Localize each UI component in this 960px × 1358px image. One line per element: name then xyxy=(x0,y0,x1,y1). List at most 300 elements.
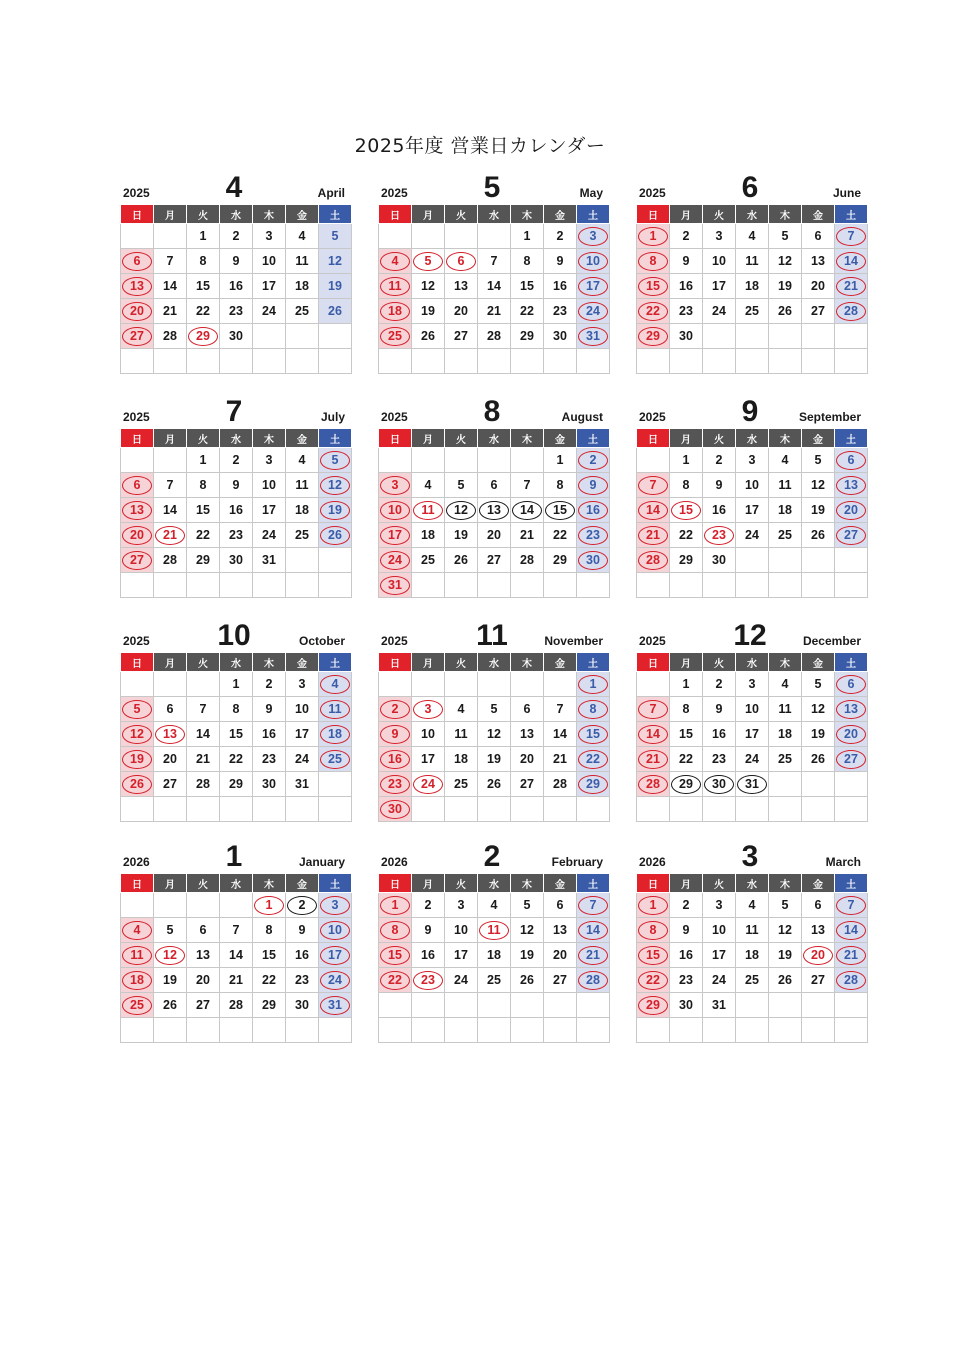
day-cell xyxy=(670,893,703,918)
holiday-date: 16 xyxy=(578,501,608,520)
day-cell xyxy=(637,299,670,324)
day-cell xyxy=(154,672,187,697)
weekday-header: 水 xyxy=(736,429,769,448)
day-cell xyxy=(253,324,286,349)
day-cell xyxy=(835,672,868,697)
day-cell xyxy=(637,548,670,573)
day-cell xyxy=(187,747,220,772)
day-cell xyxy=(703,993,736,1018)
day-cell xyxy=(412,473,445,498)
holiday-date: 27 xyxy=(122,327,152,346)
day-cell xyxy=(802,943,835,968)
day-cell xyxy=(478,548,511,573)
weekday-header: 木 xyxy=(511,874,544,893)
business-date: 8 xyxy=(265,922,273,937)
business-date: 16 xyxy=(553,278,567,293)
week-row xyxy=(121,573,352,598)
business-date: 27 xyxy=(520,776,534,791)
day-cell xyxy=(511,224,544,249)
weekday-header: 水 xyxy=(478,429,511,448)
day-cell xyxy=(319,573,352,598)
week-row xyxy=(121,473,352,498)
day-cell xyxy=(379,722,412,747)
business-date: 18 xyxy=(745,278,759,293)
business-date: 11 xyxy=(295,253,309,268)
day-cell xyxy=(769,747,802,772)
business-date: 25 xyxy=(778,527,792,542)
day-cell xyxy=(478,722,511,747)
day-cell xyxy=(736,968,769,993)
day-cell xyxy=(412,224,445,249)
business-date: 17 xyxy=(745,726,759,741)
day-cell xyxy=(478,349,511,374)
week-row xyxy=(637,968,868,993)
day-cell xyxy=(253,797,286,822)
day-cell xyxy=(220,473,253,498)
day-cell xyxy=(187,722,220,747)
day-cell xyxy=(736,672,769,697)
weekday-header: 水 xyxy=(220,429,253,448)
day-cell xyxy=(412,324,445,349)
business-date: 9 xyxy=(682,922,690,937)
week-row xyxy=(637,573,868,598)
business-date: 24 xyxy=(745,751,759,766)
business-date: 26 xyxy=(163,997,177,1012)
day-cell xyxy=(703,498,736,523)
business-date: 13 xyxy=(454,278,468,293)
business-date: 8 xyxy=(682,701,690,716)
business-date: 25 xyxy=(454,776,468,791)
day-cell xyxy=(511,274,544,299)
business-date: 18 xyxy=(295,502,309,517)
business-date: 14 xyxy=(553,726,567,741)
business-date: 25 xyxy=(295,527,309,542)
day-cell xyxy=(121,249,154,274)
day-cell xyxy=(187,349,220,374)
day-cell xyxy=(736,943,769,968)
day-cell xyxy=(544,349,577,374)
holiday-date: 7 xyxy=(578,896,608,915)
day-cell xyxy=(703,349,736,374)
weekday-header: 月 xyxy=(154,653,187,672)
day-cell xyxy=(769,772,802,797)
day-cell xyxy=(253,249,286,274)
week-row xyxy=(379,249,610,274)
month-name: September xyxy=(798,410,861,424)
day-cell xyxy=(121,299,154,324)
day-cell xyxy=(769,893,802,918)
day-cell xyxy=(802,349,835,374)
day-cell xyxy=(769,249,802,274)
day-cell xyxy=(511,968,544,993)
day-cell xyxy=(253,299,286,324)
day-cell xyxy=(379,548,412,573)
day-cell xyxy=(670,349,703,374)
business-date: 7 xyxy=(199,701,207,716)
day-cell xyxy=(412,523,445,548)
day-cell xyxy=(286,249,319,274)
day-cell xyxy=(544,747,577,772)
holiday-date: 3 xyxy=(578,227,608,246)
day-cell xyxy=(445,274,478,299)
day-cell xyxy=(319,943,352,968)
weekday-header: 土 xyxy=(319,205,352,224)
business-date: 10 xyxy=(745,701,759,716)
business-date: 11 xyxy=(778,701,792,716)
business-date: 4 xyxy=(748,228,756,243)
holiday-date: 8 xyxy=(638,921,668,940)
weekday-header: 火 xyxy=(703,429,736,448)
weekday-header: 木 xyxy=(511,653,544,672)
business-date: 30 xyxy=(679,328,693,343)
business-date: 9 xyxy=(232,253,240,268)
business-date: 28 xyxy=(196,776,210,791)
day-cell xyxy=(835,968,868,993)
business-date: 23 xyxy=(229,527,243,542)
day-cell xyxy=(445,224,478,249)
month-header xyxy=(636,840,864,873)
day-cell xyxy=(637,672,670,697)
day-cell xyxy=(577,224,610,249)
business-date: 14 xyxy=(163,278,177,293)
holiday-date: 6 xyxy=(446,252,476,271)
week-row xyxy=(637,274,868,299)
holiday-date: 6 xyxy=(836,675,866,694)
business-date: 17 xyxy=(712,278,726,293)
holiday-date: 6 xyxy=(122,252,152,271)
business-date: 30 xyxy=(712,552,726,567)
day-cell xyxy=(577,349,610,374)
day-cell xyxy=(253,722,286,747)
month-november xyxy=(378,619,606,822)
day-cell xyxy=(637,473,670,498)
business-date: 28 xyxy=(163,328,177,343)
day-cell xyxy=(802,918,835,943)
day-cell xyxy=(154,1018,187,1043)
business-date: 22 xyxy=(229,751,243,766)
week-row xyxy=(637,918,868,943)
day-cell xyxy=(637,722,670,747)
day-cell xyxy=(511,672,544,697)
holiday-date: 26 xyxy=(320,526,350,545)
day-cell xyxy=(187,448,220,473)
day-cell xyxy=(121,672,154,697)
month-september xyxy=(636,395,864,598)
day-cell xyxy=(835,548,868,573)
day-cell xyxy=(319,274,352,299)
day-cell xyxy=(154,943,187,968)
day-cell xyxy=(220,943,253,968)
day-cell xyxy=(445,523,478,548)
business-date: 17 xyxy=(295,726,309,741)
business-date: 24 xyxy=(454,972,468,987)
month-october xyxy=(120,619,348,822)
weekday-header: 土 xyxy=(577,205,610,224)
day-cell xyxy=(835,324,868,349)
day-cell xyxy=(577,1018,610,1043)
month-header xyxy=(378,619,606,652)
day-cell xyxy=(220,448,253,473)
day-cell xyxy=(187,274,220,299)
holiday-date: 5 xyxy=(320,451,350,470)
holiday-date: 31 xyxy=(380,576,410,595)
business-date: 19 xyxy=(163,972,177,987)
week-row xyxy=(379,224,610,249)
day-cell xyxy=(802,324,835,349)
business-date: 23 xyxy=(712,751,726,766)
business-date: 5 xyxy=(781,897,789,912)
month-table xyxy=(378,204,610,374)
day-cell xyxy=(769,548,802,573)
holiday-date: 27 xyxy=(836,526,866,545)
day-cell xyxy=(379,274,412,299)
business-date: 30 xyxy=(229,552,243,567)
day-cell xyxy=(637,772,670,797)
holiday-date: 6 xyxy=(836,451,866,470)
day-cell xyxy=(577,722,610,747)
day-cell xyxy=(412,1018,445,1043)
day-cell xyxy=(736,299,769,324)
day-cell xyxy=(412,498,445,523)
week-row xyxy=(121,448,352,473)
day-cell xyxy=(835,893,868,918)
day-cell xyxy=(154,473,187,498)
business-date: 2 xyxy=(556,228,564,243)
business-date: 1 xyxy=(682,452,690,467)
day-cell xyxy=(319,893,352,918)
month-number: 6 xyxy=(741,171,759,204)
holiday-date: 17 xyxy=(578,277,608,296)
day-cell xyxy=(802,772,835,797)
day-cell xyxy=(736,224,769,249)
business-date: 7 xyxy=(490,253,498,268)
holiday-date: 12 xyxy=(446,501,476,520)
day-cell xyxy=(769,523,802,548)
holiday-date: 21 xyxy=(836,277,866,296)
day-cell xyxy=(637,448,670,473)
week-row xyxy=(637,772,868,797)
business-date: 3 xyxy=(457,897,465,912)
day-cell xyxy=(769,1018,802,1043)
day-cell xyxy=(445,498,478,523)
day-cell xyxy=(736,918,769,943)
business-date: 6 xyxy=(166,701,174,716)
day-cell xyxy=(445,943,478,968)
business-date: 30 xyxy=(229,328,243,343)
business-date: 8 xyxy=(199,477,207,492)
month-number: 8 xyxy=(483,395,501,428)
week-row xyxy=(379,324,610,349)
day-cell xyxy=(736,498,769,523)
business-date: 24 xyxy=(712,972,726,987)
day-cell xyxy=(412,918,445,943)
business-date: 9 xyxy=(715,477,723,492)
day-cell xyxy=(286,797,319,822)
day-cell xyxy=(577,672,610,697)
business-date: 14 xyxy=(196,726,210,741)
day-cell xyxy=(187,697,220,722)
day-cell xyxy=(187,249,220,274)
day-cell xyxy=(286,968,319,993)
day-cell xyxy=(121,523,154,548)
business-date: 15 xyxy=(229,726,243,741)
day-cell xyxy=(319,299,352,324)
holiday-date: 21 xyxy=(155,526,185,545)
day-cell xyxy=(379,448,412,473)
business-date: 29 xyxy=(553,552,567,567)
weekday-header: 土 xyxy=(835,205,868,224)
business-date: 1 xyxy=(556,452,564,467)
day-cell xyxy=(379,797,412,822)
business-date: 29 xyxy=(262,997,276,1012)
day-cell xyxy=(121,349,154,374)
business-date: 3 xyxy=(748,452,756,467)
week-row xyxy=(379,672,610,697)
business-date: 9 xyxy=(682,253,690,268)
day-cell xyxy=(703,1018,736,1043)
holiday-date: 2 xyxy=(380,700,410,719)
day-cell xyxy=(253,1018,286,1043)
holiday-date: 20 xyxy=(803,946,833,965)
day-cell xyxy=(379,573,412,598)
day-cell xyxy=(445,968,478,993)
business-date: 19 xyxy=(778,947,792,962)
weekday-header: 水 xyxy=(736,653,769,672)
holiday-date: 8 xyxy=(380,921,410,940)
day-cell xyxy=(577,324,610,349)
month-table xyxy=(378,652,610,822)
day-cell xyxy=(511,548,544,573)
business-date: 21 xyxy=(196,751,210,766)
business-date: 17 xyxy=(262,502,276,517)
day-cell xyxy=(703,943,736,968)
business-date: 20 xyxy=(196,972,210,987)
holiday-date: 15 xyxy=(545,501,575,520)
day-cell xyxy=(511,993,544,1018)
business-date: 5 xyxy=(457,477,465,492)
day-cell xyxy=(802,722,835,747)
business-date: 12 xyxy=(778,253,792,268)
day-cell xyxy=(445,548,478,573)
day-cell xyxy=(769,448,802,473)
holiday-date: 22 xyxy=(578,750,608,769)
day-cell xyxy=(670,772,703,797)
week-row xyxy=(637,943,868,968)
week-row xyxy=(637,349,868,374)
day-cell xyxy=(412,672,445,697)
day-cell xyxy=(187,797,220,822)
week-row xyxy=(121,299,352,324)
day-cell xyxy=(286,349,319,374)
business-date: 17 xyxy=(454,947,468,962)
business-date: 7 xyxy=(166,477,174,492)
holiday-date: 14 xyxy=(512,501,542,520)
weekday-header: 月 xyxy=(154,429,187,448)
month-number: 10 xyxy=(217,619,251,652)
month-june xyxy=(636,171,864,374)
day-cell xyxy=(220,968,253,993)
day-cell xyxy=(703,772,736,797)
weekday-header: 土 xyxy=(577,874,610,893)
weekday-header: 木 xyxy=(511,205,544,224)
day-cell xyxy=(478,697,511,722)
holiday-date: 13 xyxy=(122,501,152,520)
weekday-header: 金 xyxy=(286,653,319,672)
business-date: 23 xyxy=(553,303,567,318)
day-cell xyxy=(154,249,187,274)
holiday-date: 23 xyxy=(413,971,443,990)
business-date: 18 xyxy=(295,278,309,293)
business-date: 26 xyxy=(454,552,468,567)
day-cell xyxy=(220,573,253,598)
day-cell xyxy=(511,573,544,598)
day-cell xyxy=(379,249,412,274)
day-cell xyxy=(670,473,703,498)
day-cell xyxy=(769,274,802,299)
business-date: 14 xyxy=(487,278,501,293)
day-cell xyxy=(544,918,577,943)
holiday-date: 11 xyxy=(479,921,509,940)
business-date: 6 xyxy=(523,701,531,716)
weekday-header: 月 xyxy=(154,205,187,224)
day-cell xyxy=(412,772,445,797)
holiday-date: 13 xyxy=(836,476,866,495)
day-cell xyxy=(445,1018,478,1043)
day-cell xyxy=(220,349,253,374)
day-cell xyxy=(577,797,610,822)
month-table xyxy=(120,204,352,374)
day-cell xyxy=(319,697,352,722)
business-date: 15 xyxy=(196,502,210,517)
day-cell xyxy=(412,747,445,772)
day-cell xyxy=(703,722,736,747)
day-cell xyxy=(835,573,868,598)
business-date: 10 xyxy=(262,253,276,268)
day-cell xyxy=(319,772,352,797)
holiday-date: 23 xyxy=(704,526,734,545)
week-row xyxy=(379,747,610,772)
business-date: 12 xyxy=(811,477,825,492)
week-row xyxy=(121,498,352,523)
day-cell xyxy=(802,274,835,299)
day-cell xyxy=(736,249,769,274)
day-cell xyxy=(802,548,835,573)
day-cell xyxy=(670,993,703,1018)
holiday-date: 24 xyxy=(320,971,350,990)
holiday-date: 28 xyxy=(578,971,608,990)
weekday-header: 月 xyxy=(670,874,703,893)
week-row xyxy=(637,448,868,473)
holiday-date: 1 xyxy=(254,896,284,915)
business-date: 2 xyxy=(715,676,723,691)
day-cell xyxy=(637,797,670,822)
weekday-header: 日 xyxy=(121,874,154,893)
holiday-date: 1 xyxy=(380,896,410,915)
day-cell xyxy=(769,573,802,598)
week-row xyxy=(637,697,868,722)
business-date: 23 xyxy=(295,972,309,987)
holiday-date: 6 xyxy=(122,476,152,495)
day-cell xyxy=(220,299,253,324)
business-date: 6 xyxy=(199,922,207,937)
holiday-date: 31 xyxy=(737,775,767,794)
holiday-date: 20 xyxy=(836,725,866,744)
day-cell xyxy=(319,249,352,274)
day-cell xyxy=(319,324,352,349)
day-cell xyxy=(478,224,511,249)
month-name: December xyxy=(802,634,861,648)
business-date: 23 xyxy=(262,751,276,766)
